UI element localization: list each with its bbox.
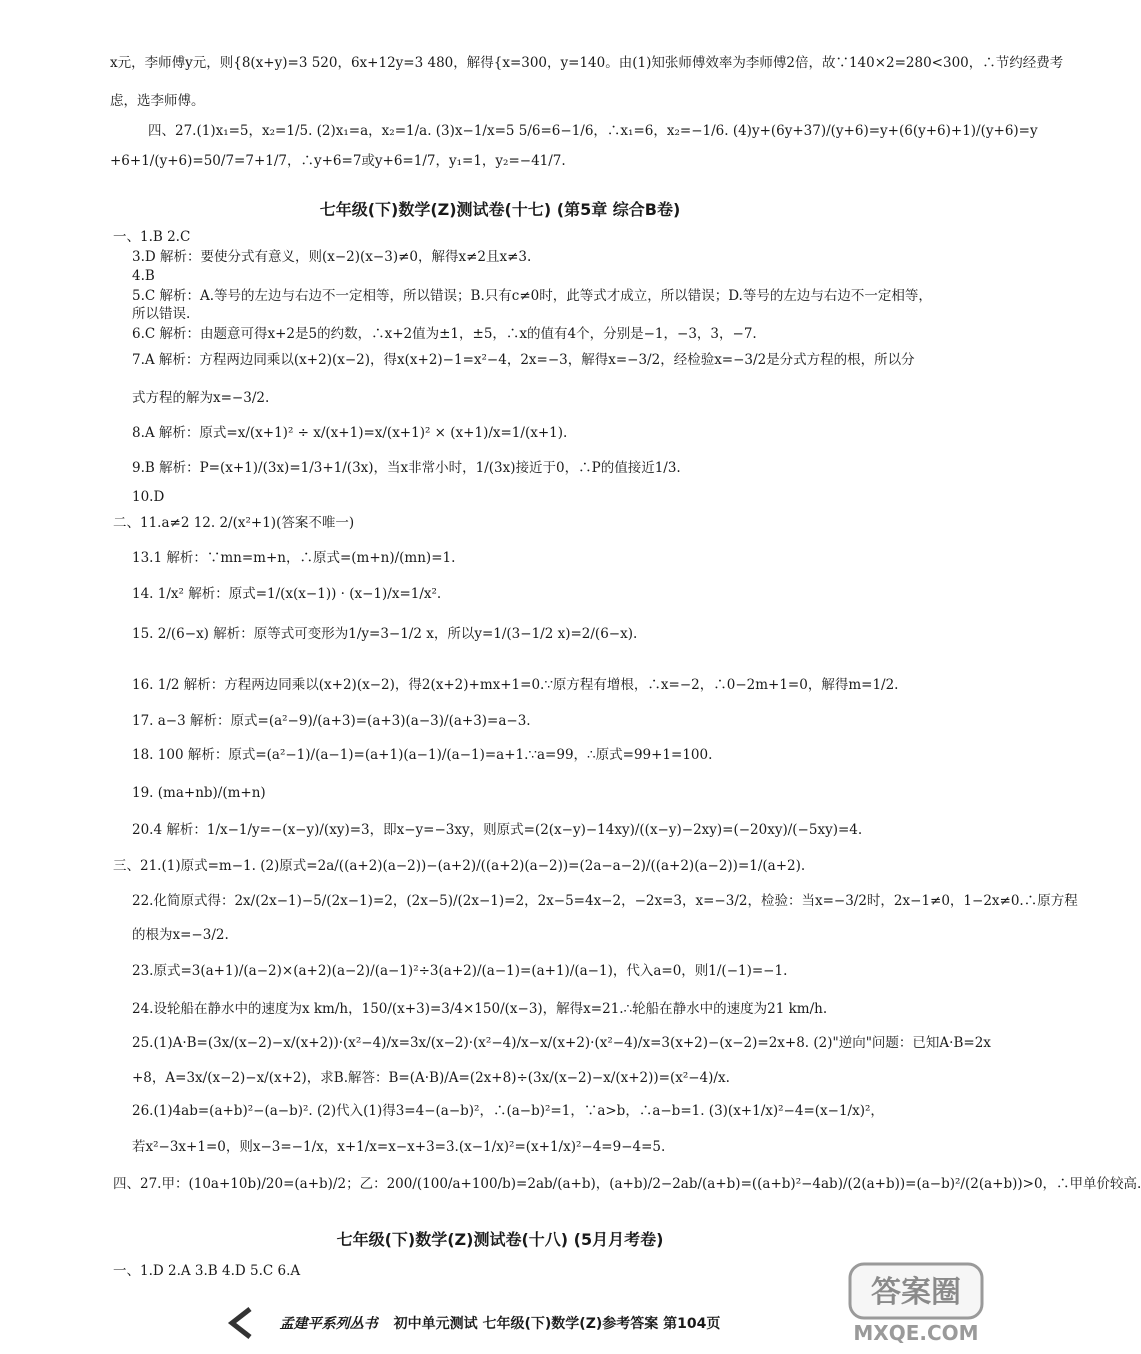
- text-line: 的根为x=−3/2.: [132, 927, 229, 943]
- text-line: 17. a−3 解析：原式=(a²−9)/(a+3)=(a+3)(a−3)/(a+3)=a−3.: [132, 713, 531, 729]
- text-line: 3.D 解析：要使分式有意义，则(x−2)(x−3)≠0，解得x≠2且x≠3.: [132, 249, 532, 265]
- text-line: 25.(1)A·B=(3x/(x−2)−x/(x+2))·(x²−4)/x=3x/(x−2)·(x²−4)/x−x/(x+2)·(x²−4)/x=3(x+2)−(x−2)=2x+8. (2)"逆向"问题：已知A·B=2x: [132, 1035, 991, 1051]
- text-line: 二、11.a≠2 12. 2/(x²+1)(答案不唯一): [113, 515, 355, 531]
- text-line: 四、27.(1)x₁=5，x₂=1/5. (2)x₁=a，x₂=1/a. (3)x−1/x=5 5/6=6−1/6，∴x₁=6，x₂=−1/6. (4)y+(6y+37)/(y+6)=y+(6(y+6)+1)/(y+6)=y: [148, 123, 1038, 139]
- text-line: 13.1 解析：∵mn=m+n，∴原式=(m+n)/(mn)=1.: [132, 550, 456, 566]
- series-name: 孟建平系列丛书: [279, 1316, 378, 1332]
- text-line: 23.原式=3(a+1)/(a−2)×(a+2)(a−2)/(a−1)²÷3(a+2)/(a−1)=(a+1)/(a−1)，代入a=0，则1/(−1)=−1.: [132, 963, 788, 979]
- text-line: 7.A 解析：方程两边同乘以(x+2)(x−2)，得x(x+2)−1=x²−4，2x=−3，解得x=−3/2，经检验x=−3/2是分式方程的根，所以分: [132, 352, 915, 368]
- text-line: 18. 100 解析：原式=(a²−1)/(a−1)=(a+1)(a−1)/(a−1)=a+1.∵a=99，∴原式=99+1=100.: [132, 747, 713, 763]
- text-line: 16. 1/2 解析：方程两边同乘以(x+2)(x−2)，得2(x+2)+mx+1=0.∵原方程有增根，∴x=−2，∴0−2m+1=0，解得m=1/2.: [132, 677, 899, 693]
- text-line: 一、1.D 2.A 3.B 4.D 5.C 6.A: [113, 1263, 301, 1279]
- text-line: 20.4 解析：1/x−1/y=−(x−y)/(xy)=3，即x−y=−3xy，则原式=(2(x−y)−14xy)/((x−y)−2xy)=(−20xy)/(−5xy)=4.: [132, 822, 863, 838]
- text-line: 8.A 解析：原式=x/(x+1)² ÷ x/(x+1)=x/(x+1)² × (x+1)/x=1/(x+1).: [132, 425, 568, 441]
- footer-text: 初中单元测试 七年级(下)数学(Z)参考答案 第104页: [393, 1316, 721, 1332]
- section-heading: 七年级(下)数学(Z)测试卷(十八) (5月月考卷): [336, 1230, 664, 1249]
- watermark-logo: [846, 1260, 986, 1346]
- text-line: 式方程的解为x=−3/2.: [132, 390, 270, 406]
- text-line: 一、1.B 2.C: [113, 229, 191, 245]
- text-line: x元，李师傅y元，则{8(x+y)=3 520，6x+12y=3 480，解得{x=300，y=140。由(1)知张师傅效率为李师傅2倍，故∵140×2=280<300，∴节约经费考: [110, 55, 1064, 71]
- text-line: +6+1/(y+6)=50/7=7+1/7，∴y+6=7或y+6=1/7，y₁=1，y₂=−41/7.: [110, 153, 566, 169]
- text-line: 4.B: [132, 268, 155, 284]
- text-line: 四、27.甲：(10a+10b)/20=(a+b)/2；乙：200/(100/a+100/b)=2ab/(a+b)，(a+b)/2−2ab/(a+b)=((a+b)²−4ab)/(2(a+b))=(a−b)²/(2(a+b))>0，∴甲单价较高.: [113, 1176, 1141, 1192]
- text-line: 6.C 解析：由题意可得x+2是5的约数，∴x+2值为±1，±5，∴x的值有4个，分别是−1，−3，3，−7.: [132, 326, 757, 342]
- section-heading: 七年级(下)数学(Z)测试卷(十七) (第5章 综合B卷): [319, 200, 681, 219]
- text-line: 22.化简原式得：2x/(2x−1)−5/(2x−1)=2，(2x−5)/(2x−1)=2，2x−5=4x−2，−2x=3，x=−3/2，检验：当x=−3/2时，2x−1≠0，1−2x≠0.∴原方程: [132, 893, 1078, 909]
- text-line: 5.C 解析：A.等号的左边与右边不一定相等，所以错误；B.只有c≠0时，此等式才成立，所以错误；D.等号的左边与右边不一定相等，: [132, 288, 932, 304]
- watermark-logo-text: 答案圈: [871, 1275, 961, 1310]
- text-line: 26.(1)4ab=(a+b)²−(a−b)². (2)代入(1)得3=4−(a−b)²，∴(a−b)²=1，∵a>b，∴a−b=1. (3)(x+1/x)²−4=(x−1/x)²，: [132, 1103, 884, 1119]
- watermark-url: MXQE.COM: [853, 1321, 979, 1345]
- text-line: 所以错误.: [132, 306, 191, 322]
- text-line: 14. 1/x² 解析：原式=1/(x(x−1)) · (x−1)/x=1/x².: [132, 586, 442, 602]
- text-line: 三、21.(1)原式=m−1. (2)原式=2a/((a+2)(a−2))−(a+2)/((a+2)(a−2))=(2a−a−2)/((a+2)(a−2))=1/(a+2).: [113, 858, 806, 874]
- text-line: +8，A=3x/(x−2)−x/(x+2)，求B.解答：B=(A·B)/A=(2x+8)÷(3x/(x−2)−x/(x+2))=(x²−4)/x.: [132, 1070, 730, 1086]
- text-line: 15. 2/(6−x) 解析：原等式可变形为1/y=3−1/2 x，所以y=1/(3−1/2 x)=2/(6−x).: [132, 626, 638, 642]
- page-footer: [60, 1306, 940, 1340]
- text-line: 24.设轮船在静水中的速度为x km/h，150/(x+3)=3/4×150/(x−3)，解得x=21.∴轮船在静水中的速度为21 km/h.: [132, 1001, 828, 1017]
- text-line: 19. (ma+nb)/(m+n): [132, 785, 266, 801]
- text-line: 虑，选李师傅。: [110, 93, 205, 109]
- text-line: 若x²−3x+1=0，则x−3=−1/x，x+1/x=x−x+3=3.(x−1/x)²=(x+1/x)²−4=9−4=5.: [132, 1139, 666, 1155]
- text-line: 9.B 解析：P=(x+1)/(3x)=1/3+1/(3x)，当x非常小时，1/(3x)接近于0，∴P的值接近1/3.: [132, 460, 681, 476]
- text-line: 10.D: [132, 489, 165, 505]
